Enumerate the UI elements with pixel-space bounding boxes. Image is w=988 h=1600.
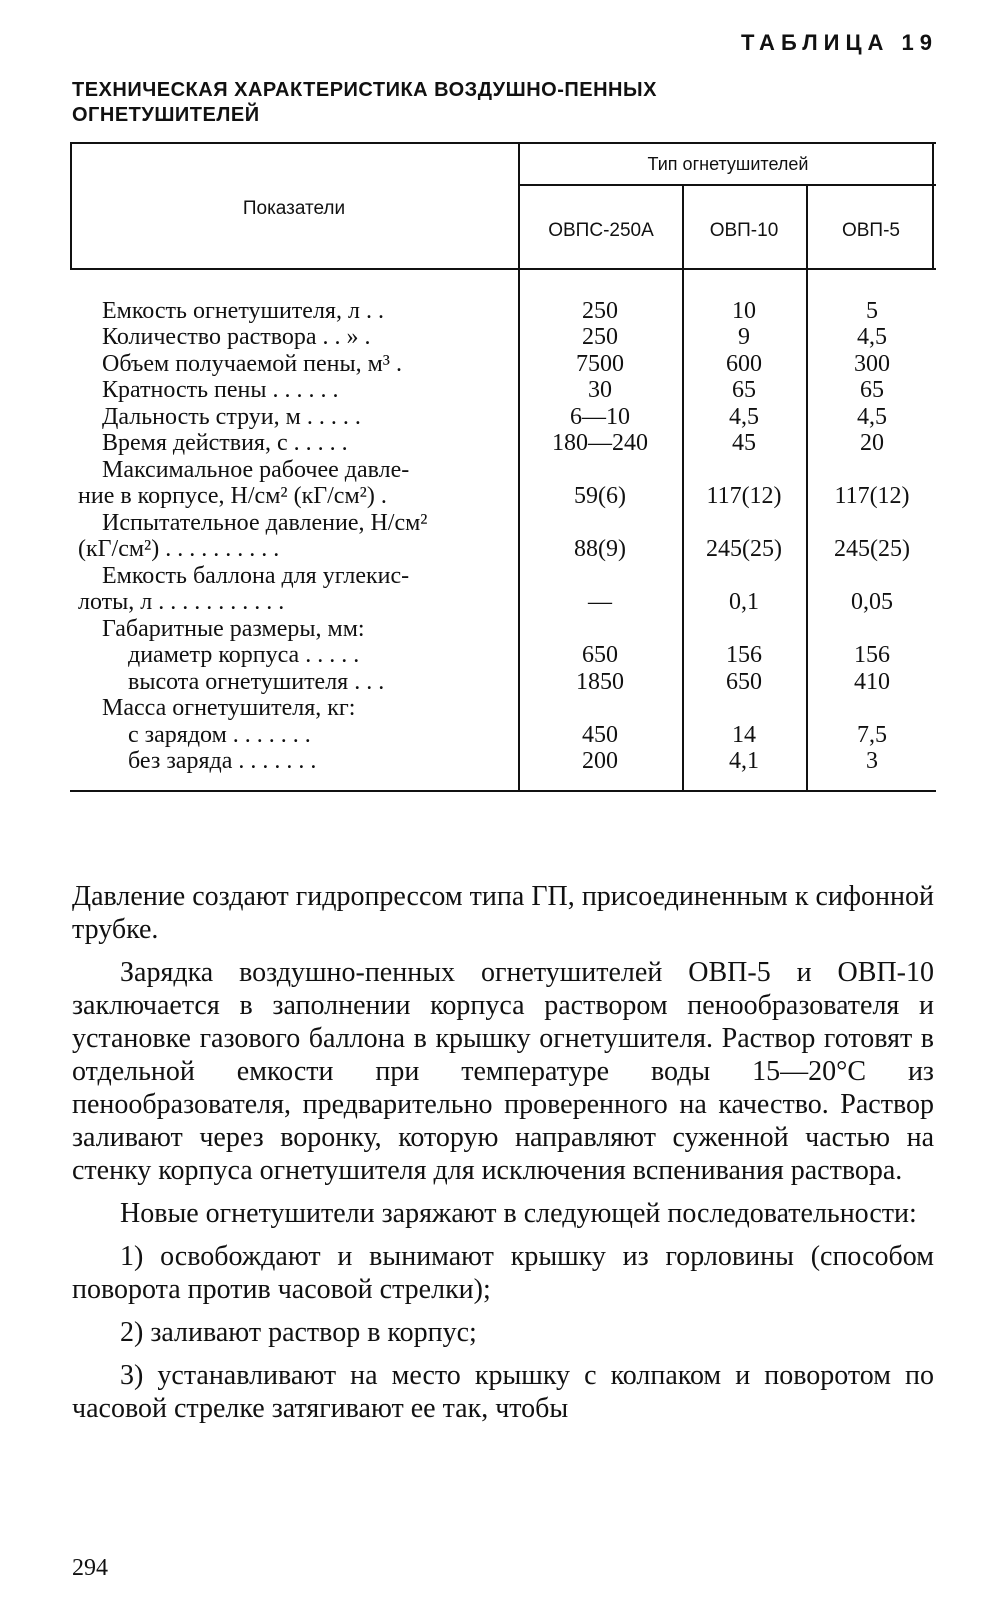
- cell-value: 117(12): [834, 483, 910, 509]
- cell-value: 6—10: [570, 404, 630, 430]
- paragraph: Давление создают гидропрессом типа ГП, присоединенным к сифонной трубке.: [72, 881, 934, 945]
- row-label: Объем получаемой пены, м³ .: [102, 351, 402, 377]
- row-label: без заряда . . . . . . .: [128, 748, 317, 774]
- cell-value: 65: [860, 377, 884, 403]
- cell-value: 45: [732, 430, 756, 456]
- table-title: ТЕХНИЧЕСКАЯ ХАРАКТЕРИСТИКА ВОЗДУШНО-ПЕННЫХ ОГНЕТУШИТЕЛЕЙ: [72, 79, 657, 126]
- cell-value: 4,5: [729, 404, 759, 430]
- header-type-group: Тип огнетушителей: [647, 154, 809, 174]
- cell-value: 117(12): [706, 483, 782, 509]
- cell-value: 250: [582, 298, 618, 324]
- cell-value: 7500: [576, 351, 624, 377]
- row-label: с зарядом . . . . . . .: [128, 722, 311, 748]
- row-label: Количество раствора . . » .: [102, 324, 371, 350]
- cell-value: 245(25): [834, 536, 910, 562]
- paragraph: Новые огнетушители заряжают в следующей последовательности:: [120, 1198, 917, 1229]
- page-number: 294: [72, 1555, 108, 1581]
- cell-value: 300: [854, 351, 890, 377]
- cell-value: 410: [854, 669, 890, 695]
- cell-value: 5: [866, 298, 878, 324]
- row-label: ние в корпусе, Н/см² (кГ/см²) .: [78, 483, 387, 509]
- cell-value: 250: [582, 324, 618, 350]
- cell-value: 14: [732, 722, 756, 748]
- paragraph: 2) заливают раствор в корпус;: [120, 1317, 477, 1348]
- row-label: диаметр корпуса . . . . .: [128, 642, 360, 668]
- cell-value: 156: [854, 642, 890, 668]
- row-label: Дальность струи, м . . . . .: [102, 404, 361, 430]
- cell-value: 156: [726, 642, 762, 668]
- row-label: Испытательное давление, Н/см²: [102, 510, 428, 536]
- cell-value: 4,5: [857, 324, 887, 350]
- cell-value: 65: [732, 377, 756, 403]
- body-text: [72, 880, 934, 1435]
- table-top-rule: [70, 142, 936, 144]
- cell-value: 10: [732, 298, 756, 324]
- cell-value: 1850: [576, 669, 624, 695]
- cell-value: 0,1: [729, 589, 759, 615]
- paragraph: 3) устанавливают на место крышку с колпаком и поворотом по часовой стрелке затягивают ее так, чтобы: [72, 1360, 934, 1424]
- cell-value: 600: [726, 351, 762, 377]
- cell-value: 3: [866, 748, 878, 774]
- cell-value: 9: [738, 324, 750, 350]
- cell-value: 650: [582, 642, 618, 668]
- cell-value: 200: [582, 748, 618, 774]
- cell-value: 650: [726, 669, 762, 695]
- row-label: Масса огнетушителя, кг:: [102, 695, 356, 721]
- row-label: (кГ/см²) . . . . . . . . . .: [78, 536, 280, 562]
- cell-value: 88(9): [574, 536, 626, 562]
- cell-value: 180—240: [552, 430, 648, 456]
- table-label: ТАБЛИЦА 19: [741, 30, 938, 55]
- paragraph: 1) освобождают и вынимают крышку из горловины (способом поворота против часовой стрелки);: [72, 1241, 934, 1305]
- row-label: Емкость огнетушителя, л . .: [102, 298, 384, 324]
- cell-value: 0,05: [851, 589, 893, 615]
- row-label: Кратность пены . . . . . .: [102, 377, 339, 403]
- row-label: Габаритные размеры, мм:: [102, 616, 365, 642]
- header-indicators: Показатели: [242, 198, 346, 219]
- group-header-rule: [520, 184, 936, 186]
- cell-value: 4,5: [857, 404, 887, 430]
- row-label: Емкость баллона для углекис-: [102, 563, 410, 589]
- cell-value: —: [588, 589, 612, 615]
- header-col-ovp10: ОВП-10: [709, 220, 779, 241]
- cell-value: 20: [860, 430, 884, 456]
- cell-value: 4,1: [729, 748, 759, 774]
- header-col-ovp5: ОВП-5: [841, 220, 900, 241]
- row-label: высота огнетушителя . . .: [128, 669, 385, 695]
- row-label: лоты, л . . . . . . . . . . .: [78, 589, 285, 615]
- row-label: Максимальное рабочее давле-: [102, 457, 410, 483]
- cell-value: 7,5: [857, 722, 887, 748]
- cell-value: 30: [588, 377, 612, 403]
- row-label: Время действия, с . . . . .: [102, 430, 348, 456]
- spec-table: [70, 142, 936, 794]
- cell-value: 450: [582, 722, 618, 748]
- header-col-ovps250a: ОВПС-250А: [548, 220, 654, 241]
- paragraph: Зарядка воздушно-пенных огнетушителей ОВП-5 и ОВП-10 заключается в заполнении корпуса раствором пенообразователя и установке газового баллона в крышку огнетушителя. Раствор готовят в отдельной емкости при температуре воды 15—20°С из пенообразователя, предварительно проверенного на качество. Раствор заливают через воронку, которую направляют суженной частью на стенку корпуса огнетушителя для исключения вспенивания раствора.: [72, 957, 934, 1186]
- cell-value: 59(6): [574, 483, 626, 509]
- cell-value: 245(25): [706, 536, 782, 562]
